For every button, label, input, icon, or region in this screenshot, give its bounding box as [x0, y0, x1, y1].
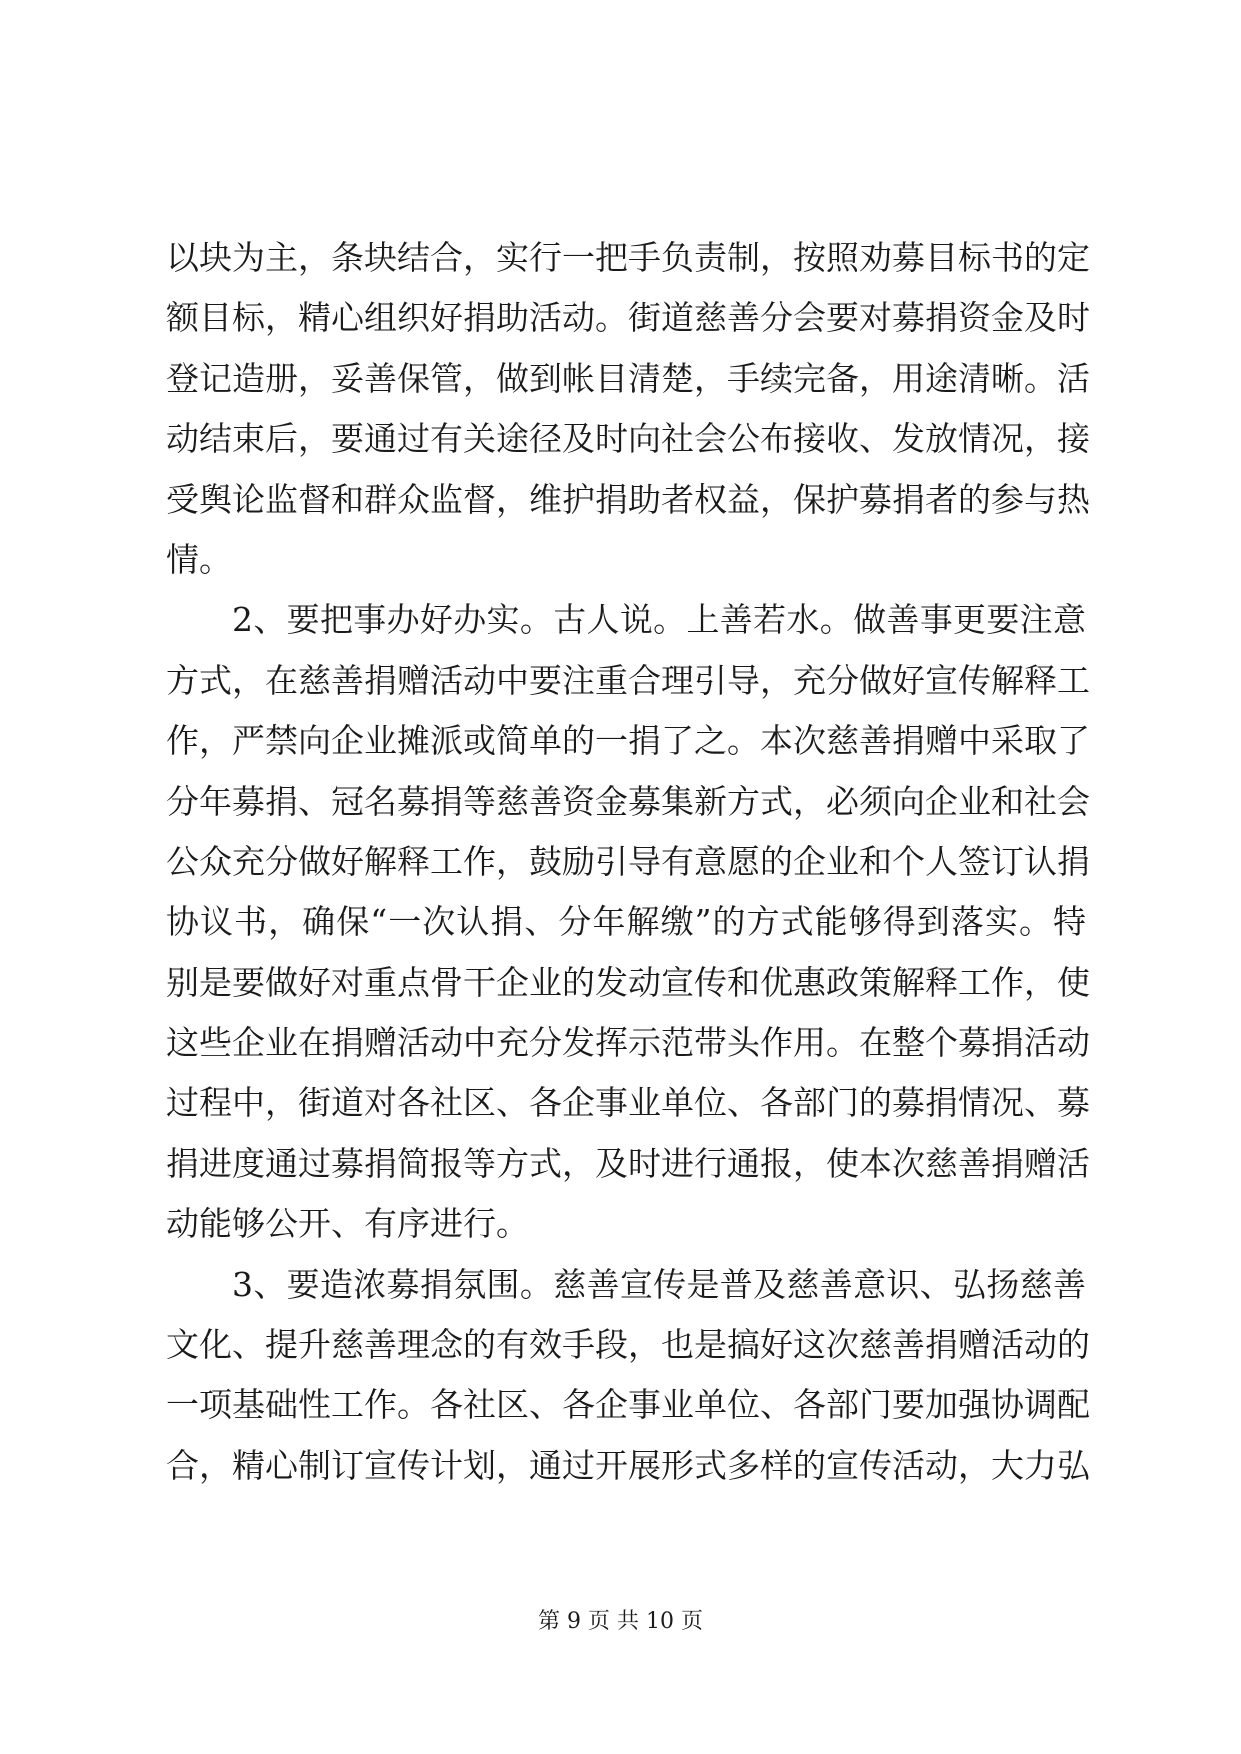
text-line: 公众充分做好解释工作，鼓励引导有意愿的企业和个人签订认捐 — [166, 841, 1090, 881]
text-line: 额目标，精心组织好捐助活动。街道慈善分会要对募捐资金及时 — [166, 298, 1090, 338]
text-line: 3、要造浓募捐氛围。慈善宣传是普及慈善意识、弘扬慈善 — [232, 1264, 1086, 1304]
text-line: 方式，在慈善捐赠活动中要注重合理引导，充分做好宣传解释工 — [166, 660, 1090, 700]
text-line: 动结束后，要通过有关途径及时向社会公布接收、发放情况，接 — [166, 419, 1090, 459]
body-text — [166, 228, 1090, 1496]
text-line: 动能够公开、有序进行。 — [166, 1204, 529, 1244]
text-line: 情。 — [166, 539, 232, 579]
text-line: 登记造册，妥善保管，做到帐目清楚，手续完备，用途清晰。活 — [166, 358, 1090, 398]
text-line: 这些企业在捐赠活动中充分发挥示范带头作用。在整个募捐活动 — [166, 1023, 1090, 1063]
text-line: 作，严禁向企业摊派或简单的一捐了之。本次慈善捐赠中采取了 — [166, 721, 1090, 761]
text-line: 以块为主，条块结合，实行一把手负责制，按照劝募目标书的定 — [166, 238, 1090, 277]
text-line: 文化、提升慈善理念的有效手段，也是搞好这次慈善捐赠活动的 — [166, 1325, 1090, 1365]
page-number-footer: 第 9 页 共 10 页 — [538, 1609, 703, 1634]
text-line: 过程中，街道对各社区、各企事业单位、各部门的募捐情况、募 — [166, 1083, 1090, 1123]
text-line: 捐进度通过募捐简报等方式，及时进行通报，使本次慈善捐赠活 — [166, 1143, 1090, 1183]
text-line: 2、要把事办好办实。古人说。上善若水。做善事更要注意 — [232, 600, 1086, 640]
text-line: 别是要做好对重点骨干企业的发动宣传和优惠政策解释工作，使 — [166, 962, 1090, 1002]
text-line: 分年募捐、冠名募捐等慈善资金募集新方式，必须向企业和社会 — [166, 781, 1090, 821]
text-line: 协议书，确保“一次认捐、分年解缴”的方式能够得到落实。特 — [166, 902, 1086, 942]
text-line: 受舆论监督和群众监督，维护捐助者权益，保护募捐者的参与热 — [166, 479, 1090, 519]
text-line: 一项基础性工作。各社区、各企事业单位、各部门要加强协调配 — [166, 1385, 1090, 1425]
text-line: 合，精心制订宣传计划，通过开展形式多样的宣传活动，大力弘 — [166, 1445, 1090, 1485]
